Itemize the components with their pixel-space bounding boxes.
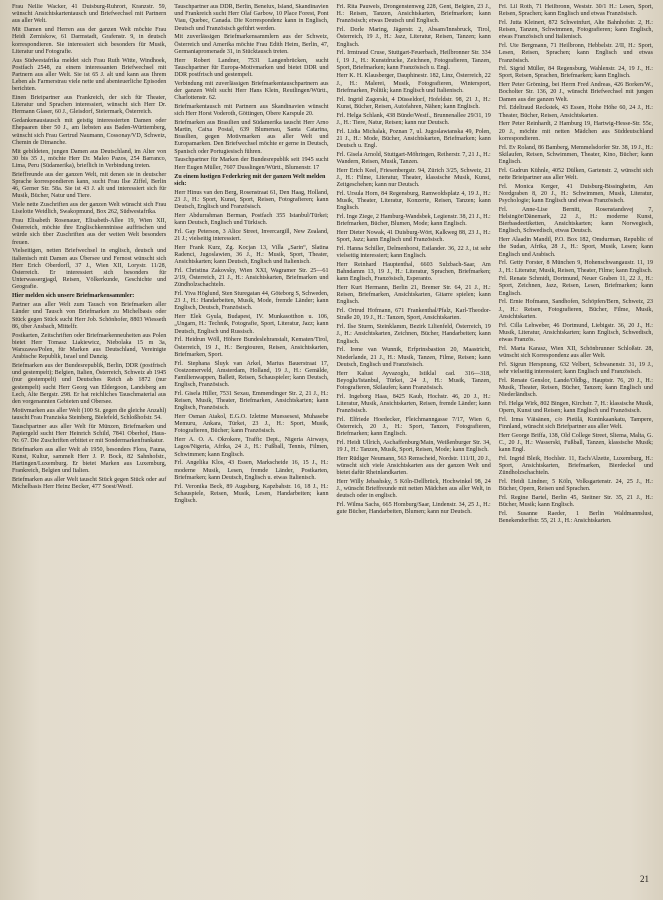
- listing-entry: Frl. Ingeborg Haas, 8425 Kaub, Hochstr. 46, 20 J., H.: Literatur, Musik, Ansichtskarten, Reisen, fremde Länder; kann Französisch.: [336, 393, 491, 415]
- listing-entry: Briefmarkentausch mit Partnern aus Skandinavien wünscht sich Herr Horst Voderoth, Göttingen, Obere Karspule 20.: [174, 103, 329, 117]
- listing-entry: Frl. Ilse Sturm, Steinklamm, Bezirk Lilienfeld, Österreich, 19 J., H.: Ansichtskarten, Zeichnen, Bücher, Handarbeiten; kann Englisch.: [336, 324, 491, 345]
- column-1: [12, 4, 166, 866]
- listing-entry: Frl. Gay Peterson, 3 Alice Street, Invercargill, New Zealand, 21 J.; vielseitig interessiert.: [174, 228, 329, 242]
- listing-entry: Herr Peter Gröming, bei Herrn Fred Andreas, 426 Borken/W., Bocholter Str. 136, 20 J., wünscht Briefwechsel mit jungen Damen aus der ganzen Welt.: [498, 82, 653, 103]
- listing-entry: Tauschpartner aus aller Welt für Münzen, Briefmarken und Papiergeld sucht Herr Heinrich Schild, 7841 Oberhof, Haus-Nr. 67. Die Zuschriften erbittet er mit Sondermarkenfrankatur.: [12, 423, 167, 444]
- text-columns: [12, 4, 653, 866]
- listing-entry: Frl. Veronika Beck, 89 Augsburg, Kapzbahstr. 16, 18 J., H.: Schauspiele, Reisen, Musik, Lesen, Handarbeiten; kann Englisch.: [174, 483, 329, 504]
- listing-entry: Einen Brieipartner aus Frankreich, der sich für Theater, Literatur und Sprachen interessiert, wünscht sich Herr Dr. Hermann Glaser, 60 J., Gleisdorf, Steiermark, Österreich.: [12, 95, 167, 116]
- listing-entry: Frl. Elfriede Hoedecker, Fleichmanngasse 7/17, Wien 6, Österreich, 20 J., H.: Sport, Tanzen, Fotografieren, Briefmarken; kann Englisch.: [336, 416, 491, 438]
- listing-entry: Frl. Lidia Michalak, Poznan 7, ul. Jugoslawianska 49, Polen, 21 J., H.: Mode, Bücher, Ansichtskarten, Briefmarken; kann Deutsch u. Engl.: [336, 128, 491, 149]
- listing-entry: Frl. Inge Ziege, 2 Hamburg-Wandsbek, Legienstr. 38, 21 J., H.: Briefmarken, Bücher, Blumen, Mode; kann Englisch.: [336, 214, 491, 228]
- listing-entry: Briefmarken aus der Bundesrepublik, Berlin, DDR (postfrisch und gestempelt); Belgien, Italien, Österreich, Schweiz ab 1945 (nur gestempelt) und Deutsches Reich ab 1872 (nur gestempelt) sucht Herr Georg van Eldergoon, Landsberg am Lech, Alte Bergstr. 298. Er hat reichliches Tauschmaterial aus den vorgenannten Gebieten und Obersee.: [12, 362, 167, 405]
- listing-entry: Frl. Hanna Schiller, Delmenhorst, Estlander. 36, 22 J., ist sehr vielseitig interessiert; kann Englisch.: [336, 245, 491, 260]
- listing-entry: Herr Frank Kurz, Zg. Kocjan 13, Villa „Sarin“, Slatina Radenci, Jugoslawien, 36 J., H.: Musik, Sport, Theater, Ansichtskarten; kann Deutsch, Englisch und Italienisch.: [174, 244, 329, 266]
- listing-entry: Herr Reinhard Hauptenthal, 6603 Sulzbach-Saar, Am Bahndamm 13, 19 J., H.: Literatur, Sprachen, Briefmarken; kann Englisch, Französisch, Esperanto.: [336, 261, 491, 283]
- listing-entry: Herr Osman Atakol, E.G.O. Izletme Muessesesi, Muhasebe Memuru, Ankara, Türkei, 23 J., H.: Sport, Musik, Fotografieren, Bücher; kann Französisch.: [174, 414, 329, 435]
- listing-entry: Tauschpartner aus DDR, Berlin, Benelux, Island, Skandinavien und Frankreich sucht Herr Olaf Garbow, 10 Place Forest, Pont Viau, Quebec, Canada. Die Korrespondenz kann in Englisch, Deutsch und Französisch geführt werden.: [174, 4, 329, 32]
- page-number: 21: [640, 874, 649, 884]
- listing-entry: Motivmarken aus aller Welt (100 St. gegen die gleiche Anzahl) tauscht Frau Franziska Steinberg, Bielefeld, Schloßhofstr. 54.: [12, 407, 167, 421]
- listing-entry: Brieffreunde aus der ganzen Welt, mit denen sie in deutscher Sprache korrespondieren kann, sucht Frau Ilse Ziffel, Berlin 46, Gerner Str. 58a. Sie ist 43 J. alt und interessiert sich für Musik, Bücher, Natur und Tiere.: [12, 171, 167, 200]
- listing-entry: Partner aus aller Welt zum Tausch von Briefmarken aller Länder und Tausch von Briefmarken zu Michelbasis oder Stück gegen Stück sucht Herr Job. Schönhofer, 8803 Wiesseth 86, über Ansbach, Mittelfr.: [12, 302, 167, 330]
- listing-entry: Herr Kalust Ayvazoglu, Istiklal cad. 316—318, Beyoglu/Istanbul, Türkei, 24 J., H.: Musik, Tanzen, Fotografieren, Skilaufen; kann Französisch.: [336, 370, 491, 391]
- listing-entry: Viele nette Zuschriften aus der ganzen Welt wünscht sich Frau Liselotte Weidlich, Swakopmund, Box 262, Südwestafrika.: [12, 202, 167, 216]
- listing-entry: Frl. Anne-Lise Bernitt, Rosenstandsvej 7, Helsingör/Dänemark, 22 J., H.: moderne Kunst, Bierbasdeetiketten, Ansichtskarten; kann Norwegisch, Englisch, Schwedisch, etwas Deutsch.: [498, 206, 653, 235]
- column-3: [337, 4, 491, 866]
- listing-entry: Herr Kurt Hermann, Berlin 21, Bremer Str. 64, 21 J., H.: Reisen, Briefmarken, Ansichtskarten, Gitarre spielen; kann Englisch.: [336, 285, 491, 306]
- listing-entry: Briefmarken aus aller Welt ab 1950, besonders Flora, Fauna, Kunst, Kultur, sammelt Herr J. P. Bock, 82 Sahnhofstr., Hartingen/Luxemburg. Er bietet Marken aus Luxemburg, Frankreich, Belgien und Italien.: [12, 446, 167, 475]
- listing-entry: Herr Erich Keel, Friesenbergstr. 94, Zürich 3/25, Schweiz, 21 J., H.: Filme, Literatur, Theater, klassische Musik, Kunst, Zeitgeschehen; kann nur Deutsch.: [336, 167, 491, 189]
- listing-entry: Frl. Jutta Kleinert, 872 Schweinfurt, Alte Bahnhofstr. 2, H.: Reisen, Tanzen, Schwimmen, Fotografieren; kann Englisch, etwas Französisch und Italienisch.: [498, 19, 653, 41]
- listing-entry: Aus Südwestafrika meldet sich Frau Ruth Witte, Windhoek, Postfach 2548, zu einem interessanten Briefwechsel mit Partnern aus aller Welt. Sie ist 65 J. alt und kann aus Ihrem Leben als Farmerstrau viele nette und abenteuerliche Episoden berichten.: [12, 57, 167, 93]
- listing-entry: Frl. Irene van Wunnik, Erfprinsbastion 20, Maastricht, Niederlande, 21 J., H.: Musik, Tanzen, Filme, Reisen; kann Deutsch, Englisch und Französisch.: [336, 347, 491, 368]
- listing-entry: Frl. Gisela Hiller, 7531 Sexau, Emmendinger Str. 2, 21 J., H.: Reisen, Musik, Theater, Briefmarken, Ansichtskarten; kann Englisch, Französisch.: [174, 390, 329, 412]
- listing-entry: Gedankenaustausch mit geistig interessierten Damen oder Ehepaaren über 50 J., am liebsten aus Baden-Württemberg, wünscht sich Frau Gertrud Naumann, Cossonay/VD, Schweiz, Chemin de Dimanche.: [12, 118, 167, 146]
- listing-entry: Herr Abdurrahman Berman, Postfach 355 Istanbul/Türkei; kann Deutsch, Englisch und Türkisch.: [174, 212, 329, 226]
- listing-entry: Frl. Susanne Raeder, 1 Berlin Waldmannslust, Benekendorffstr. 55, 21 J., H.: Ansichtskarten.: [498, 511, 653, 525]
- listing-entry: Frl. Angelika Klos, 43 Essen, Markscheide 16, 15 J., H.: moderne Musik, Lesen, fremde Länder, Postkarten, Briefmarken; kann Deutsch, Englisch u. etwas Italienisch.: [174, 460, 329, 481]
- column-4: [499, 4, 653, 866]
- listing-entry: Briefmarken aus Brasilien und Südamerika tauscht Herr Arno Martin, Caixa Postal, 639 Blumenau, Santa Catarina, Brasilien, gegen Motivmarken aus aller Welt und Europamarken. Den Briefwechsel möchte er gerne in Deutsch, Spanisch oder Portugiesisch führen.: [174, 119, 329, 155]
- listing-entry: Frl. Helga Schlank, 438 Bünde/Westf., Brunnenallee 29/31, 19 J., H.: Tiere, Natur, Reisen; kann nur Deutsch.: [336, 112, 491, 126]
- listing-entry: Herr Hinus van den Berg, Rosenstraat 61, Den Haag, Holland, 23 J., H.: Sport, Kunst, Sport, Reisen, Fotografieren; kann Deutsch, Englisch und Französisch.: [174, 189, 329, 211]
- listing-entry: Frl. Monica Kerger, 41 Duisburg-Bissingheim, Am Nordgraben 8, 20 J., H.: Schwimmen, Musik, Literatur, Psychologie; kann Englisch und etwas Französisch.: [498, 183, 653, 205]
- listing-entry: Frl. Gudrun Kühnle, 4052 Dülken, Gartenstr. 2, wünscht sich nette Brieipartner aus aller Welt.: [498, 167, 653, 181]
- listing-entry: Herr Willy Jebashsky, 5 Köln-Dellbrück, Hochwinkel 98, 24 J., wünscht Brieffreunde mit netten Mädchen aus aller Welt, in deutsch oder in englisch.: [336, 479, 491, 500]
- listing-entry: Herr Rüdiger Neumann, 563 Remscheid, Nordstr. 111/II, 20 J., wünscht sich viele Ansichtskarten aus der ganzen Welt und bietet dafür Rheinlandkarten.: [336, 455, 491, 477]
- listing-entry: Herr Peter Reinhardt, 2 Hamburg 19, Hartwig-Hesse-Str. 55c, 20 J., möchte mit netten Mädchen aus Süddeutschland korrespondieren.: [498, 121, 653, 142]
- column-2: [174, 4, 328, 866]
- listing-entry: Herr Alaadin Mandil, P.O. Box 182, Omdurman, Republic of the Sudan, Afrika, 28 J., H.: Sport, Musik, Lesen; kann Englisch und Arabisch.: [498, 237, 653, 258]
- listing-entry: Frl. Rita Pauwels, Drongenstenweg 228, Gent, Belgien, 23 J., H.: Reisen, Tanzen, Ansichtskarten, Briefmarken; kann Französisch; etwas Deutsch und Englisch.: [336, 4, 491, 25]
- listing-entry: Frl. Ernie Hofmann, Sandhofen, Schöpfen/Bern, Schweiz, 23 J., H.: Reisen, Fotografieren, Bücher, Filme, Musik, Ansichtskarten.: [498, 299, 653, 320]
- listing-entry: Frl. Getty Forster, 8 München 9, Hohenschwangaustr. 11, 19 J., H.: Literatur, Musik, Reisen, Theater, Filme; kann Englisch.: [498, 260, 653, 274]
- listing-entry: Frl. Yiva Höglund, Sten Sturegatan 44, Göteborg S, Schweden, 23 J., H.: Handarbeiten, Musik, Mode, fremde Länder; kann Englisch, Deutsch, Französisch.: [174, 291, 329, 312]
- listing-entry: Frl. Sigrid Müller, 84 Regensburg, Wahlenstr. 24, 19 J., H.: Sport, Reisen, Sprachen, Briefmarken; kann Englisch.: [498, 66, 653, 80]
- listing-entry: Frl. Regine Bartel, Berlin 45, Steitner Str. 35, 21 J., H.: Bücher, Musik; kann Englisch.: [498, 495, 653, 509]
- listing-entry: Frl. Helga Wirk, 802 Bingen, Kirchstr. 7, H.: klassische Musik, Opern, Kunst und Reisen; kann Englisch und Französisch.: [498, 400, 653, 415]
- listing-entry: Frl. Ortrud Hofmann, 671 Frankenthal/Pfalz, Karl-Theodor-Straße 20, 19 J., H.: Tanzen, Sport, Ansichtskarten.: [336, 308, 491, 322]
- section-heading: Zu einem lustigen Federkrieg mit der ganzen Welt melden sich:: [174, 173, 326, 187]
- listing-entry: Herr Elek Gyula, Budapest, IV. Munkasotthon u. 106, „Ungarn, H.: Technik, Fotografie, Sport, Literatur, Jazz; kann Deutsch, Englisch und Russisch.: [174, 314, 329, 335]
- listing-entry: Frl. Lil Roth, 71 Heilbronn, Weststr. 30/1 H.: Lesen, Sport, Reisen, Sprachen; kann Englisch und etwas Französisch.: [498, 4, 653, 18]
- listing-entry: Herr Dieter Nowak, 41 Duisburg-Wört, Kalkweg 88, 23 J., H.: Sport, Jazz; kann Englisch und Französisch.: [336, 229, 491, 244]
- listing-entry: Frl. Renate Genslor, Lande/Oldbg., Hauptstr. 76, 20 J., H.: Musik, Theater, Reisen, Bücher, Tanzen; kann Englisch und Niederländisch.: [498, 377, 653, 399]
- listing-entry: Frl. Gisela Arnold, Stuttgart-Möhringen, Reiherstr. 7, 21 J., H.: Wandern, Reisen, Musik, Tanzen.: [336, 151, 491, 165]
- listing-entry: Frl. Heidrun Wöll, Höhere Bundeslehranstalt, Kematen/Tirol, Österreich, 19 J., H.: Bergtouren, Reisen, Ansichtskarten, Briefmarken, Sport.: [174, 337, 329, 358]
- listing-entry: Frl. Stephana Sluyk van Arkel, Marius Bauerstraat 17, Oostzomerveld, Amsterdam, Holland, 19 J., H.: Gemälde, Familienwappen, Ballett, Reisen, Schauspieler; kann Deutsch, Englisch, Französisch.: [174, 360, 329, 389]
- listing-entry: Frl. Ute Bergmann, 71 Heilbronn, Hebbelstr. 2/II, H.: Sport, Lesen, Reisen, Sprachen; kann Englisch und etwas Französisch.: [498, 43, 653, 64]
- listing-entry: Frl. Ev Roland, 86 Bamberg, Memmelsdorfer Str. 38, 19 J., H.: Skilaufen, Reisen, Schwimmen, Theater, Kino, Bücher; kann Englisch.: [498, 144, 653, 165]
- listing-entry: Frl. Ingrid Bleik, Hochlstr. 11, Esch/Alzette, Luxemburg, H.: Sport, Ansichtskarten, Briefmarken, Bierdeckel und Zündholzschachteln.: [498, 455, 653, 477]
- listing-entry: Postkarten, Zeitschriften oder Briefmarkenneuheiten aus Polen bietet Herr Tomasz Liakiewicz, Niebolaka 15 m 3a, Warszawa/Polen, für Marken aus Deutschland, Vereinigte Arabische Republik, Israel und Danzig.: [12, 332, 167, 361]
- listing-entry: Frl. Edeltraud Reckstek, 43 Essen, Hohe Höhe 60, 24 J., H.: Theater, Bücher, Reisen, Ansichtskarten.: [498, 105, 653, 119]
- listing-entry: Frl. Ursula Horn, 84 Regensburg, Ramwoldsplatz 4, 19 J., H.: Musik, Theater, Literatur, Konzerte, Reisen, Tanzen; kann Englisch.: [336, 190, 491, 212]
- listing-entry: Frl. Cilla Lehweber, 46 Dortmund, Liebigstr. 36, 20 J., H.: Musik, Literatur, Ansichtskarten; kann Englisch, Schwedisch, etwas Französ.: [498, 322, 653, 343]
- listing-entry: Frl. Wilma Sachs, 665 Homburg/Saar, Lindenstr. 34, 25 J., H.: gute Bücher, Handarbeiten, Blumen; kann nur Deutsch.: [336, 502, 491, 516]
- section-heading: Hier melden sich unsere Briefmarkensammler:: [12, 293, 135, 300]
- listing-entry: Frl. Irmtraud Cruse, Stuttgart-Feuerbach, Heilbronner Str. 334 f, 19 J., H.: Kunstdrucke, Zeichnen, Fotografieren, Tanzen, Sport, Briefmarken; kann Französisch u. Engl.: [336, 50, 491, 71]
- listing-entry: Herr A. O. A. Okrokere, Traffic Dept., Nigeria Airways, Lagos/Nigeria, Afrika, 24 J., H.: Fußball, Tennis, Filmen, Schwimmen; kann Englisch.: [174, 437, 329, 458]
- listing-entry: Briefmarken aus aller Welt tauscht Stück gegen Stück oder auf Michelbasis Herr Heinz Becker, 477 Soest/Westf.: [12, 477, 167, 491]
- listing-entry: Mit Damen und Herren aus der ganzen Welt möchte Frau Heidi Zerniskow, 61 Darmstadt, Grafenstr. 9, in deutsch korrespondieren. Sie interessiert sich besonders für Musik, Literatur und Fotografie.: [12, 27, 167, 55]
- listing-entry: Tauschpartner für Marken der Bundesrepublik seit 1945 sucht Herr Eugen Müller, 7607 Dusslingen/Württ., Blumenstr. 17: [174, 157, 329, 171]
- listing-entry: Frl. Marta Karasz, Wien XII, Schönbrunner Schloßstr. 28, wünscht sich Korrespondenz aus aller Welt.: [498, 345, 653, 359]
- listing-entry: Frl. Irma Väisänen, c/o Pietilä, Kuninkaankatu, Tampere, Finnland, wünscht sich Briefpartner aus aller Welt.: [498, 416, 653, 430]
- listing-entry: Herr George Briffa, 138, Old College Street, Sliema, Malta, G. C., 20 J., H.: Wasserski, Fußball, Tanzen, klassische Musik; kann Engl.: [498, 432, 653, 454]
- listing-entry: Frl. Renate Schmidt, Dortmund, Neuer Graben 11, 22 J., H.: Sport, Zeichnen, Jazz, Reisen, Lesen, Briefmarken; kann Englisch.: [498, 276, 653, 297]
- listing-entry: Frl. Ingrid Zagorski, 4 Düsseldorf, Hofeldstr. 98, 21 J., H.: Kunst, Bücher, Reisen, Autofahren, Nähen; kann Englisch.: [336, 96, 491, 110]
- listing-entry: Mit gebildeten, jungen Damen aus Deutschland, im Alter von 30 bis 35 J., möchte Herr Dr. Maleo Pazos, 254 Barranco, Lima, Peru (Südamerika), brieflich in Verbindung treten.: [12, 148, 167, 169]
- listing-entry: Frau Nellie Wacker, 41 Duisburg-Ruhrort, Kranzstr. 59, wünscht Ansichtskartentausch und Briefwechsel mit Partnern aus aller Welt.: [12, 4, 167, 25]
- listing-entry: Frl. Heidi Ullrich, Aschaffenburg/Main, Weißenburger Str. 34, 19 J., H.: Tanzen, Musik, Sport, Reisen, Mode; kann Englisch.: [336, 439, 491, 454]
- listing-entry: Herr Robert Landner, 7531 Langenbrücken, sucht Tauschpartner für Europa-Motivmarken und bietet DDR und DDR postfrisch und gestempelt.: [174, 57, 329, 78]
- listing-entry: Frl. Dorle Maring, Jägerstr. 2, Absam/Innsbruck, Tirol, Österreich, 19 J., H.: Jazz, Literatur, Reisen, Tanzen; kann Englisch.: [336, 27, 491, 48]
- listing-entry: Frl. Sigrun Herspnung, 632 Velbert, Schwanenstr. 31, 19 J., sehr vielseitig interessiert; kann Englisch und Französisch.: [498, 361, 653, 375]
- listing-entry: Herr K. H. Klausberger, Dauphinestr. 182, Linz, Österreich, 22 J., H.: Malerei, Musik, Fotografieren, Wintersport, Briefmarken, Politik; kann Englisch und Italienisch.: [336, 73, 491, 94]
- listing-entry: Vielseitigen, netten Briefwechsel in englisch, deutsch und italienisch mit Damen aus Übersee und Fernost wünscht sich Herr Erich Oberdorfl, 37 J., Wien XII, Lorystr. 11/28, Österreich. Er interessiert sich besonders für Unterwassergjagd, Reisen, Völkerkunde, Geschichte und Geografie.: [12, 248, 167, 291]
- listing-entry: Frl. Heidi Lindner, 5 Köln, Volksgartenstr. 24, 25 J., H.: Bücher, Opern, Reisen und Sprachen.: [498, 479, 653, 493]
- listing-entry: Frau Elisabeth Rosenauer, Elisabeth-Allee 19, Wien XII, Österreich, möchte ihre Englischkenntnisse auffrischen und würde sich über Zuschriften aus der weiten Welt besonders freuen.: [12, 218, 167, 246]
- listing-entry: Mit zuverlässigen Briefmarkensammlern aus der Schweiz, Österreich und Amerika möchte Frau Edith Heim, Berlin, 47, Germaniapromenade 31, in Stücktausch treten.: [174, 34, 329, 55]
- listing-entry: Frl. Christina Zakovsky, Wien XXI, Wagramer Str. 25—61 2/19, Österreich, 21 J., H.: Ansichtskarten, Briefmarken und Zündholzschachteln.: [174, 267, 329, 289]
- listing-entry: Verbindung mit zuverlässigen Briefmarkentauschpartnern aus der ganzen Welt sucht Herr Hans Klein, Reutlingen/Württ., Charlottenstr. 62.: [174, 80, 329, 102]
